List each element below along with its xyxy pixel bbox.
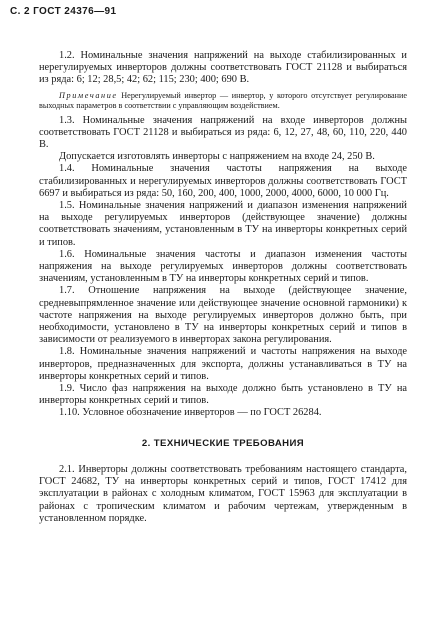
clause-1-9: 1.9. Число фаз напряжения на выходе должно быть установлено в ТУ на инверторы конкретных серий и типов. [39,383,407,407]
note-text: Нерегулируемый инвертор — инвертор, у которого отсутствует регулирование выходных параметров в соответствии с управляющим воздействием. [39,90,407,110]
clause-1-3-permit: Допускается изготовлять инверторы с напряжением на входе 24, 250 В. [59,151,375,163]
clause-1-6: 1.6. Номинальные значения частоты и диапазон изменения частоты напряжения на выходе регулируемых инверторов должны соответствовать значениям, установленным в ТУ на инверторы конкретных серий и типов. [39,248,407,285]
clause-1-2: 1.2. Номинальные значения напряжений на выходе стабилизированных и нерегулируемых инверторов должны соответствовать ГОСТ 21128 и выбираться из ряда: 6; 12; 28,5; 42; 62; 115; 230; 400; 690 В. [39,50,407,86]
clause-1-8: 1.8. Номинальные значения напряжений и частоты напряжения на выходе инверторов, предназначенных для экспорта, должны устанавливаться в ТУ на инверторы конкретных серий и типов. [39,346,407,382]
clause-1-4: 1.4. Номинальные значения частоты напряжения на выходе стабилизированных и нерегулируемых инверторов должны соответствовать ГОСТ 6697 и выбираться из ряда: 50, 160, 200, 400, 1000, 2000, 4000, 6000, 10 000 Гц. [39,163,407,199]
clause-2-1: 2.1. Инверторы должны соответствовать требованиям настоящего стандарта, ГОСТ 24682, ТУ на инверторы конкретных серий и типов, ГОСТ 17412 для эксплуатации в районах с холодным климатом, ГОСТ 15963 для эксплуатации в районах с тропическим климатом и рабочим чертежам, утвержденным в установленном порядке. [39,463,407,524]
section-2-title: 2. ТЕХНИЧЕСКИЕ ТРЕБОВАНИЯ [141,437,305,449]
clause-1-5: 1.5. Номинальные значения напряжений и диапазон изменения напряжений на выходе регулируемых инверторов (действующее значение) должны соответствовать значениям, установленным в ТУ на инверторы конкретных серий и типов. [39,200,407,248]
document-body [39,50,407,525]
note-label: Примечание [59,90,118,100]
clause-1-7: 1.7. Отношение напряжения на выходе (действующее значение, средневыпрямленное значение или действующее значение основной гармоники) к частоте напряжения на выходе регулируемых инверторов должно быть, при необходимости, установлено в ТУ на инверторы конкретных серий и типов в зависимости от реализуемого в инверторах закона регулирования. [39,285,407,346]
clause-1-3: 1.3. Номинальные значения напряжений на входе инверторов должны соответствовать ГОСТ 21128 и выбираться из ряда: 6, 12, 27, 48, 60, 110, 220, 440 В. [39,114,407,151]
clause-1-10: 1.10. Условное обозначение инверторов — по ГОСТ 26284. [59,407,322,419]
page-header: С. 2 ГОСТ 24376—91 [10,6,117,17]
note [39,91,407,111]
